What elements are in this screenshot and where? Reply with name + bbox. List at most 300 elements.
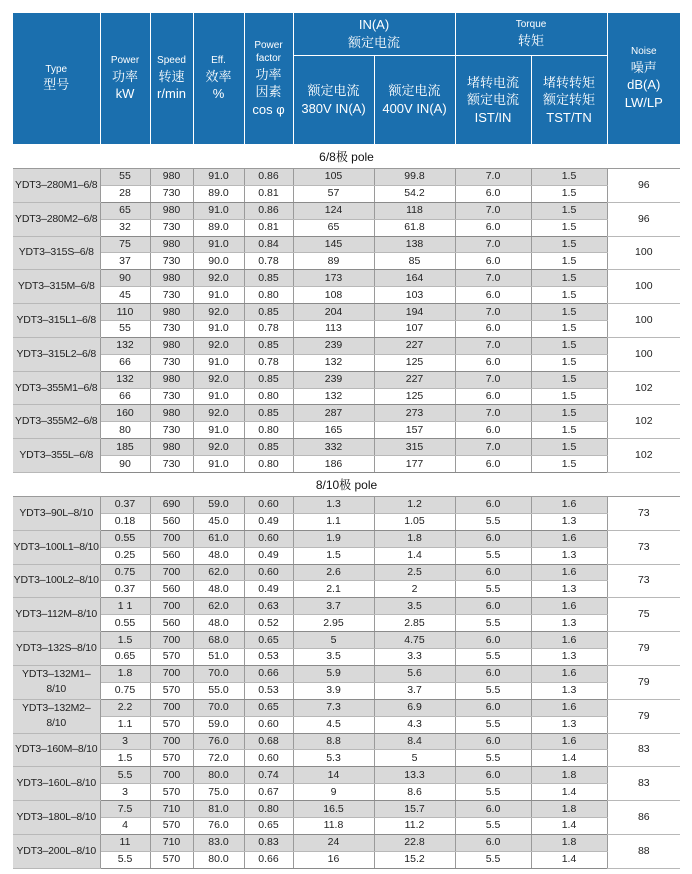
motor-type-cell: YDT3–200L–8/10	[13, 834, 100, 868]
locked-current-ratio-cell: 5.5	[455, 547, 531, 564]
efficiency-cell: 91.0	[193, 321, 244, 338]
power-factor-cell: 0.65	[244, 699, 293, 716]
table-row	[13, 270, 680, 287]
speed-cell: 700	[150, 632, 193, 649]
power-factor-cell: 0.60	[244, 564, 293, 581]
current-400v-cell: 99.8	[374, 169, 455, 186]
power-cell: 1.1	[100, 716, 150, 733]
locked-current-ratio-cell: 7.0	[455, 405, 531, 422]
noise-cell: 88	[607, 834, 680, 868]
motor-type-cell: YDT3–280M2–6/8	[13, 202, 100, 236]
locked-torque-ratio-cell: 1.5	[531, 219, 607, 236]
power-factor-cell: 0.49	[244, 547, 293, 564]
locked-torque-ratio-cell: 1.3	[531, 513, 607, 530]
efficiency-cell: 90.0	[193, 253, 244, 270]
current-400v-cell: 8.6	[374, 784, 455, 801]
speed-cell: 560	[150, 581, 193, 598]
speed-cell: 570	[150, 750, 193, 767]
speed-cell: 730	[150, 422, 193, 439]
efficiency-cell: 75.0	[193, 784, 244, 801]
table-row	[13, 530, 680, 547]
current-380v-cell: 16.5	[293, 801, 374, 818]
power-factor-cell: 0.60	[244, 750, 293, 767]
power-cell: 3	[100, 733, 150, 750]
header-speed: Speed 转速 r/min	[150, 13, 193, 145]
power-cell: 0.55	[100, 530, 150, 547]
locked-torque-ratio-cell: 1.5	[531, 236, 607, 253]
current-380v-cell: 1.9	[293, 530, 374, 547]
locked-torque-ratio-cell: 1.5	[531, 439, 607, 456]
current-400v-cell: 8.4	[374, 733, 455, 750]
table-row	[13, 733, 680, 750]
speed-cell: 980	[150, 202, 193, 219]
locked-torque-ratio-cell: 1.3	[531, 716, 607, 733]
motor-type-cell: YDT3–90L–8/10	[13, 497, 100, 531]
table-row	[13, 253, 680, 270]
locked-current-ratio-cell: 7.0	[455, 304, 531, 321]
locked-current-ratio-cell: 7.0	[455, 236, 531, 253]
power-factor-cell: 0.80	[244, 801, 293, 818]
table-row	[13, 497, 680, 514]
efficiency-cell: 59.0	[193, 497, 244, 514]
current-400v-cell: 54.2	[374, 185, 455, 202]
efficiency-cell: 61.0	[193, 530, 244, 547]
speed-cell: 570	[150, 716, 193, 733]
efficiency-cell: 92.0	[193, 304, 244, 321]
speed-cell: 700	[150, 564, 193, 581]
speed-cell: 980	[150, 439, 193, 456]
motor-type-cell: YDT3–112M–8/10	[13, 598, 100, 632]
power-cell: 65	[100, 202, 150, 219]
locked-torque-ratio-cell: 1.5	[531, 405, 607, 422]
power-factor-cell: 0.53	[244, 682, 293, 699]
current-400v-cell: 22.8	[374, 834, 455, 851]
current-400v-cell: 1.4	[374, 547, 455, 564]
motor-type-cell: YDT3–280M1–6/8	[13, 169, 100, 203]
table-row	[13, 337, 680, 354]
table-row	[13, 287, 680, 304]
power-cell: 4	[100, 817, 150, 834]
current-400v-cell: 157	[374, 422, 455, 439]
locked-torque-ratio-cell: 1.5	[531, 456, 607, 473]
locked-current-ratio-cell: 6.0	[455, 354, 531, 371]
locked-current-ratio-cell: 5.5	[455, 615, 531, 632]
efficiency-cell: 62.0	[193, 598, 244, 615]
power-cell: 132	[100, 337, 150, 354]
table-row	[13, 682, 680, 699]
efficiency-cell: 48.0	[193, 547, 244, 564]
efficiency-cell: 55.0	[193, 682, 244, 699]
table-row	[13, 649, 680, 666]
locked-current-ratio-cell: 7.0	[455, 371, 531, 388]
current-380v-cell: 132	[293, 388, 374, 405]
locked-current-ratio-cell: 7.0	[455, 202, 531, 219]
power-cell: 132	[100, 371, 150, 388]
locked-current-ratio-cell: 6.0	[455, 388, 531, 405]
locked-current-ratio-cell: 5.5	[455, 851, 531, 868]
power-cell: 75	[100, 236, 150, 253]
speed-cell: 730	[150, 287, 193, 304]
locked-torque-ratio-cell: 1.5	[531, 422, 607, 439]
current-380v-cell: 132	[293, 354, 374, 371]
motor-type-cell: YDT3–180L–8/10	[13, 801, 100, 835]
power-cell: 3	[100, 784, 150, 801]
locked-torque-ratio-cell: 1.4	[531, 750, 607, 767]
locked-current-ratio-cell: 6.0	[455, 699, 531, 716]
locked-torque-ratio-cell: 1.8	[531, 834, 607, 851]
power-cell: 2.2	[100, 699, 150, 716]
speed-cell: 570	[150, 649, 193, 666]
table-row	[13, 767, 680, 784]
power-cell: 1.8	[100, 665, 150, 682]
efficiency-cell: 70.0	[193, 665, 244, 682]
noise-cell: 96	[607, 169, 680, 203]
speed-cell: 570	[150, 682, 193, 699]
spec-table-wrapper	[13, 13, 680, 869]
motor-type-cell: YDT3–315L2–6/8	[13, 337, 100, 371]
locked-torque-ratio-cell: 1.6	[531, 699, 607, 716]
speed-cell: 700	[150, 530, 193, 547]
power-factor-cell: 0.53	[244, 649, 293, 666]
locked-current-ratio-cell: 6.0	[455, 185, 531, 202]
current-380v-cell: 5.3	[293, 750, 374, 767]
current-400v-cell: 6.9	[374, 699, 455, 716]
speed-cell: 980	[150, 169, 193, 186]
power-factor-cell: 0.78	[244, 321, 293, 338]
locked-torque-ratio-cell: 1.5	[531, 253, 607, 270]
locked-current-ratio-cell: 5.5	[455, 649, 531, 666]
power-factor-cell: 0.81	[244, 185, 293, 202]
locked-torque-ratio-cell: 1.6	[531, 632, 607, 649]
efficiency-cell: 76.0	[193, 733, 244, 750]
efficiency-cell: 80.0	[193, 767, 244, 784]
locked-current-ratio-cell: 5.5	[455, 716, 531, 733]
header-torque: Torque 转矩	[455, 13, 607, 56]
locked-current-ratio-cell: 6.0	[455, 321, 531, 338]
speed-cell: 980	[150, 304, 193, 321]
locked-torque-ratio-cell: 1.4	[531, 851, 607, 868]
power-cell: 37	[100, 253, 150, 270]
current-400v-cell: 3.5	[374, 598, 455, 615]
motor-type-cell: YDT3–355M2–6/8	[13, 405, 100, 439]
locked-current-ratio-cell: 7.0	[455, 270, 531, 287]
header-power: Power 功率 kW	[100, 13, 150, 145]
power-factor-cell: 0.80	[244, 388, 293, 405]
table-row	[13, 236, 680, 253]
efficiency-cell: 91.0	[193, 169, 244, 186]
power-cell: 28	[100, 185, 150, 202]
locked-current-ratio-cell: 6.0	[455, 253, 531, 270]
header-type: Type 型号	[13, 13, 100, 145]
table-row	[13, 202, 680, 219]
speed-cell: 730	[150, 219, 193, 236]
power-cell: 7.5	[100, 801, 150, 818]
efficiency-cell: 89.0	[193, 219, 244, 236]
power-cell: 0.75	[100, 564, 150, 581]
noise-cell: 83	[607, 733, 680, 767]
power-cell: 66	[100, 354, 150, 371]
current-380v-cell: 113	[293, 321, 374, 338]
table-row	[13, 439, 680, 456]
power-factor-cell: 0.65	[244, 632, 293, 649]
locked-torque-ratio-cell: 1.4	[531, 784, 607, 801]
power-factor-cell: 0.74	[244, 767, 293, 784]
current-380v-cell: 2.1	[293, 581, 374, 598]
speed-cell: 560	[150, 547, 193, 564]
current-400v-cell: 227	[374, 371, 455, 388]
locked-torque-ratio-cell: 1.6	[531, 530, 607, 547]
power-cell: 0.75	[100, 682, 150, 699]
efficiency-cell: 72.0	[193, 750, 244, 767]
power-factor-cell: 0.49	[244, 513, 293, 530]
efficiency-cell: 62.0	[193, 564, 244, 581]
current-400v-cell: 1.05	[374, 513, 455, 530]
locked-torque-ratio-cell: 1.8	[531, 801, 607, 818]
current-380v-cell: 145	[293, 236, 374, 253]
locked-torque-ratio-cell: 1.5	[531, 270, 607, 287]
table-row	[13, 784, 680, 801]
power-factor-cell: 0.85	[244, 405, 293, 422]
power-factor-cell: 0.85	[244, 371, 293, 388]
current-380v-cell: 57	[293, 185, 374, 202]
current-400v-cell: 11.2	[374, 817, 455, 834]
current-380v-cell: 3.7	[293, 598, 374, 615]
current-380v-cell: 9	[293, 784, 374, 801]
noise-cell: 73	[607, 530, 680, 564]
power-cell: 160	[100, 405, 150, 422]
current-400v-cell: 4.3	[374, 716, 455, 733]
current-400v-cell: 194	[374, 304, 455, 321]
current-400v-cell: 273	[374, 405, 455, 422]
section-header	[13, 473, 680, 497]
power-factor-cell: 0.80	[244, 287, 293, 304]
motor-type-cell: YDT3–132M1–8/10	[13, 665, 100, 699]
current-380v-cell: 105	[293, 169, 374, 186]
noise-cell: 100	[607, 236, 680, 270]
current-380v-cell: 186	[293, 456, 374, 473]
noise-cell: 100	[607, 304, 680, 338]
current-400v-cell: 15.2	[374, 851, 455, 868]
power-factor-cell: 0.60	[244, 530, 293, 547]
motor-type-cell: YDT3–355M1–6/8	[13, 371, 100, 405]
table-row	[13, 169, 680, 186]
current-400v-cell: 1.8	[374, 530, 455, 547]
power-factor-cell: 0.78	[244, 354, 293, 371]
locked-torque-ratio-cell: 1.5	[531, 287, 607, 304]
current-400v-cell: 315	[374, 439, 455, 456]
table-row	[13, 716, 680, 733]
power-cell: 0.37	[100, 497, 150, 514]
motor-type-cell: YDT3–100L1–8/10	[13, 530, 100, 564]
motor-type-cell: YDT3–100L2–8/10	[13, 564, 100, 598]
locked-current-ratio-cell: 6.0	[455, 422, 531, 439]
current-400v-cell: 15.7	[374, 801, 455, 818]
current-400v-cell: 107	[374, 321, 455, 338]
motor-type-cell: YDT3–315M–6/8	[13, 270, 100, 304]
noise-cell: 102	[607, 439, 680, 473]
locked-torque-ratio-cell: 1.5	[531, 388, 607, 405]
table-row	[13, 851, 680, 868]
speed-cell: 570	[150, 851, 193, 868]
motor-type-cell: YDT3–132M2–8/10	[13, 699, 100, 733]
power-factor-cell: 0.78	[244, 253, 293, 270]
locked-current-ratio-cell: 6.0	[455, 665, 531, 682]
motor-type-cell: YDT3–315L1–6/8	[13, 304, 100, 338]
locked-current-ratio-cell: 6.0	[455, 530, 531, 547]
power-cell: 90	[100, 270, 150, 287]
section-title: 6/8极 pole	[13, 145, 680, 169]
current-400v-cell: 138	[374, 236, 455, 253]
locked-current-ratio-cell: 5.5	[455, 682, 531, 699]
locked-current-ratio-cell: 7.0	[455, 169, 531, 186]
locked-torque-ratio-cell: 1.8	[531, 767, 607, 784]
locked-current-ratio-cell: 6.0	[455, 598, 531, 615]
noise-cell: 100	[607, 270, 680, 304]
power-factor-cell: 0.68	[244, 733, 293, 750]
locked-current-ratio-cell: 7.0	[455, 337, 531, 354]
current-380v-cell: 124	[293, 202, 374, 219]
current-380v-cell: 239	[293, 371, 374, 388]
speed-cell: 700	[150, 598, 193, 615]
table-row	[13, 371, 680, 388]
table-row	[13, 632, 680, 649]
locked-torque-ratio-cell: 1.6	[531, 733, 607, 750]
efficiency-cell: 59.0	[193, 716, 244, 733]
locked-torque-ratio-cell: 1.5	[531, 371, 607, 388]
motor-type-cell: YDT3–315S–6/8	[13, 236, 100, 270]
current-380v-cell: 1.1	[293, 513, 374, 530]
locked-torque-ratio-cell: 1.3	[531, 547, 607, 564]
locked-torque-ratio-cell: 1.5	[531, 202, 607, 219]
table-row	[13, 422, 680, 439]
speed-cell: 980	[150, 236, 193, 253]
power-factor-cell: 0.86	[244, 202, 293, 219]
locked-current-ratio-cell: 6.0	[455, 733, 531, 750]
current-400v-cell: 125	[374, 388, 455, 405]
power-factor-cell: 0.66	[244, 665, 293, 682]
speed-cell: 560	[150, 513, 193, 530]
efficiency-cell: 91.0	[193, 354, 244, 371]
locked-torque-ratio-cell: 1.6	[531, 665, 607, 682]
current-380v-cell: 2.95	[293, 615, 374, 632]
locked-current-ratio-cell: 6.0	[455, 219, 531, 236]
power-cell: 110	[100, 304, 150, 321]
current-380v-cell: 239	[293, 337, 374, 354]
section-title: 8/10极 pole	[13, 473, 680, 497]
header-efficiency: Eff. 效率 %	[193, 13, 244, 145]
locked-torque-ratio-cell: 1.6	[531, 497, 607, 514]
speed-cell: 570	[150, 817, 193, 834]
power-factor-cell: 0.67	[244, 784, 293, 801]
power-factor-cell: 0.84	[244, 236, 293, 253]
noise-cell: 102	[607, 405, 680, 439]
power-cell: 5.5	[100, 851, 150, 868]
table-row	[13, 817, 680, 834]
locked-torque-ratio-cell: 1.3	[531, 649, 607, 666]
power-cell: 32	[100, 219, 150, 236]
current-380v-cell: 5.9	[293, 665, 374, 682]
efficiency-cell: 91.0	[193, 287, 244, 304]
current-380v-cell: 3.5	[293, 649, 374, 666]
current-380v-cell: 24	[293, 834, 374, 851]
table-row	[13, 388, 680, 405]
speed-cell: 730	[150, 354, 193, 371]
efficiency-cell: 91.0	[193, 388, 244, 405]
table-row	[13, 615, 680, 632]
header-current-400v: 额定电流 400V IN(A)	[374, 56, 455, 145]
current-400v-cell: 2.5	[374, 564, 455, 581]
speed-cell: 700	[150, 665, 193, 682]
current-380v-cell: 11.8	[293, 817, 374, 834]
locked-current-ratio-cell: 5.5	[455, 513, 531, 530]
locked-torque-ratio-cell: 1.5	[531, 321, 607, 338]
power-factor-cell: 0.66	[244, 851, 293, 868]
noise-cell: 102	[607, 371, 680, 405]
current-380v-cell: 4.5	[293, 716, 374, 733]
locked-torque-ratio-cell: 1.6	[531, 564, 607, 581]
current-380v-cell: 204	[293, 304, 374, 321]
current-380v-cell: 332	[293, 439, 374, 456]
power-factor-cell: 0.49	[244, 581, 293, 598]
locked-current-ratio-cell: 6.0	[455, 632, 531, 649]
table-row	[13, 219, 680, 236]
efficiency-cell: 92.0	[193, 337, 244, 354]
locked-current-ratio-cell: 6.0	[455, 564, 531, 581]
noise-cell: 73	[607, 564, 680, 598]
current-380v-cell: 1.3	[293, 497, 374, 514]
power-cell: 0.55	[100, 615, 150, 632]
locked-current-ratio-cell: 6.0	[455, 287, 531, 304]
power-cell: 66	[100, 388, 150, 405]
speed-cell: 980	[150, 405, 193, 422]
current-380v-cell: 7.3	[293, 699, 374, 716]
power-factor-cell: 0.60	[244, 716, 293, 733]
power-factor-cell: 0.85	[244, 439, 293, 456]
efficiency-cell: 80.0	[193, 851, 244, 868]
table-row	[13, 547, 680, 564]
table-row	[13, 598, 680, 615]
table-row	[13, 581, 680, 598]
speed-cell: 690	[150, 497, 193, 514]
power-cell: 90	[100, 456, 150, 473]
locked-current-ratio-cell: 6.0	[455, 801, 531, 818]
speed-cell: 730	[150, 185, 193, 202]
table-row	[13, 304, 680, 321]
efficiency-cell: 91.0	[193, 422, 244, 439]
current-400v-cell: 61.8	[374, 219, 455, 236]
speed-cell: 560	[150, 615, 193, 632]
efficiency-cell: 92.0	[193, 270, 244, 287]
header-locked-current-ratio: 堵转电流 额定电流 IST/IN	[455, 56, 531, 145]
table-row	[13, 699, 680, 716]
efficiency-cell: 91.0	[193, 202, 244, 219]
speed-cell: 710	[150, 801, 193, 818]
speed-cell: 730	[150, 456, 193, 473]
power-cell: 0.18	[100, 513, 150, 530]
table-row	[13, 185, 680, 202]
motor-type-cell: YDT3–132S–8/10	[13, 632, 100, 666]
noise-cell: 100	[607, 337, 680, 371]
power-cell: 55	[100, 321, 150, 338]
motor-type-cell: YDT3–160L–8/10	[13, 767, 100, 801]
current-400v-cell: 227	[374, 337, 455, 354]
locked-current-ratio-cell: 7.0	[455, 439, 531, 456]
header-current-380v: 额定电流 380V IN(A)	[293, 56, 374, 145]
table-row	[13, 564, 680, 581]
current-400v-cell: 2	[374, 581, 455, 598]
current-400v-cell: 3.7	[374, 682, 455, 699]
locked-torque-ratio-cell: 1.3	[531, 615, 607, 632]
